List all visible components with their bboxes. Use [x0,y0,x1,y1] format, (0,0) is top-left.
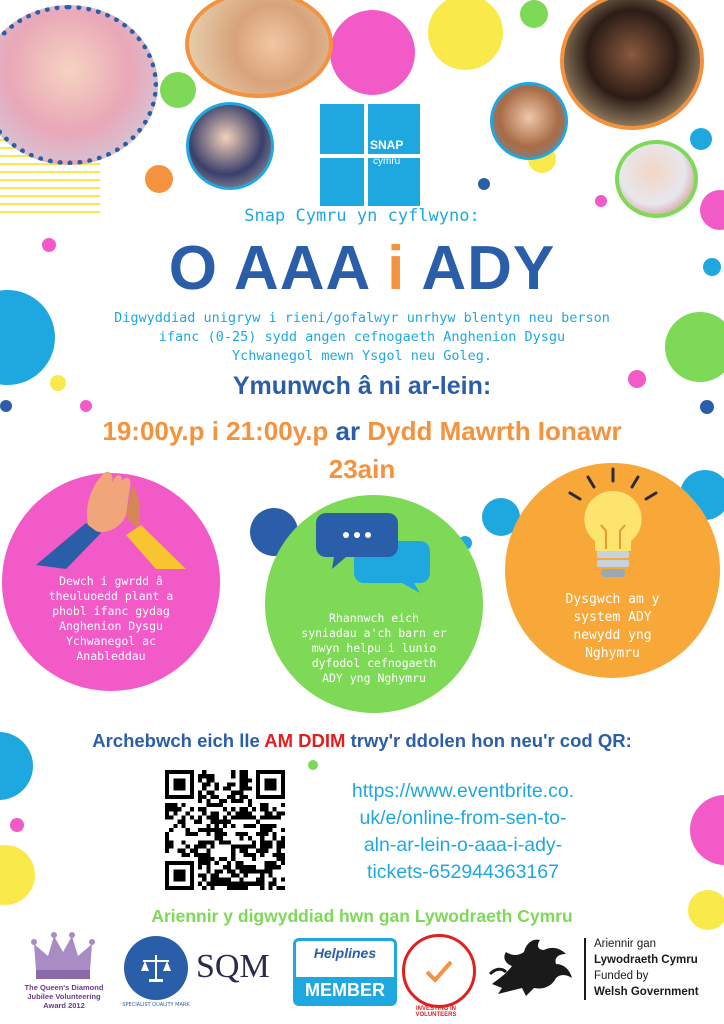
circle-line: Anghenion Dysgu [59,619,163,633]
helplines-member-text: MEMBER [296,977,394,1003]
crown-icon [30,930,96,982]
decor-dot [160,72,196,108]
description [30,309,694,366]
event-time: 19:00y.p i 21:00y.p [102,416,329,446]
jubilee-award-text [18,983,110,1010]
circle-line: Ychwanegol ac [65,634,156,648]
gov-divider [584,938,586,1000]
booking-free: AM DDIM [264,730,346,751]
checkmark-icon [424,958,454,984]
sqm-seal-text: SPECIALIST QUALITY MARK [122,1002,190,1008]
high-five-icon [26,465,196,570]
decor-dot [80,400,92,412]
decor-dot [10,818,24,832]
circle-line: Nghymru [585,646,640,661]
circle-line: theuluoedd plant a [48,589,174,603]
jubilee-line: Award 2012 [43,1001,85,1010]
title-i: i [387,234,406,303]
photo-girl-smiling [0,5,158,165]
join-heading: Ymunwch â ni ar-lein: [232,372,492,400]
decor-dot [690,128,712,150]
info-circle-learn-system [505,463,720,678]
sqm-seal [124,936,188,1000]
circle-line: phobl ifanc gydag [52,604,170,618]
iiv-text: INVESTING IN VOLUNTEERS [415,1006,457,1018]
title-part1: O AAA [168,234,388,303]
info-circle-meet-families [2,473,220,691]
booking-instruction [0,730,724,752]
link-line: tickets-652944363167 [367,861,559,883]
green-circle-text [301,611,446,686]
info-circle-share-ideas [265,495,483,713]
lightbulb-icon [558,465,668,583]
link-line: uk/e/online-from-sen-to- [359,807,567,829]
page-title [0,232,724,306]
sqm-logo: SQM [196,948,270,985]
gov-line: Lywodraeth Cymru [594,954,698,966]
booking-before: Archebwch eich lle [92,730,265,751]
photo-boy-reading [560,0,704,130]
eventbrite-link[interactable] [318,778,608,886]
photo-teen-smiling [490,82,568,160]
logo-text-snap: SNAP [370,138,404,152]
description-line: Digwyddiad unigryw i rieni/gofalwyr unrhyw blentyn neu berson [114,310,610,326]
link-line: https://www.eventbrite.co. [351,780,575,802]
circle-line: mwyn helpu i lunio [311,641,437,655]
circle-line: dyfodol cefnogaeth [311,656,437,670]
logo-text-cymru: cymru [373,156,401,167]
link-line: aln-ar-lein-o-aaa-i-ady- [363,834,563,856]
decor-dot [330,10,415,95]
event-ar: ar [328,416,368,446]
photo-boy-in-class [186,102,274,190]
decor-dot [0,400,12,412]
title-part2: ADY [405,234,556,303]
helplines-member-badge [293,938,397,1006]
circle-line: system ADY [573,610,652,625]
gov-line: Ariennir gan [594,938,657,950]
circle-line: Dysgwch am y [565,592,660,607]
speech-bubbles-icon [314,511,434,593]
decor-dot [478,178,490,190]
helplines-text: Helplines [313,945,377,961]
gov-line: Welsh Government [594,986,699,998]
event-date: Dydd Mawrth Ionawr [367,416,622,446]
pink-circle-text [49,574,174,664]
decor-dot [0,845,35,905]
jubilee-line: Jubilee Volunteering [27,992,101,1001]
funded-statement: Ariennir y digwyddiad hwn gan Lywodraeth Cymru [151,906,573,926]
investing-in-volunteers-seal [402,934,476,1008]
decor-dot [308,760,318,770]
decor-dot [428,0,503,70]
description-line: ifanc (0-25) sydd angen cefnogaeth Anghenion Dysgu [158,329,566,345]
decor-dot [145,165,173,193]
event-date-day: 23ain [328,454,396,484]
circle-line: Anableddau [76,649,146,663]
welsh-dragon-icon [486,934,578,1000]
logo-square [320,104,364,154]
jubilee-line: The Queen's Diamond [24,983,104,992]
description-line: Ychwanegol mewn Ysgol neu Goleg. [231,348,493,364]
circle-line: newydd yng [573,628,652,643]
circle-line: ADY yng Nghymru [322,671,426,685]
decor-dot [520,0,548,28]
circle-line: Rhannwch eich [328,611,419,625]
welsh-government-text [594,936,699,1000]
booking-after: trwy'r ddolen hon neu'r cod QR: [345,730,632,751]
circle-line: Dewch i gwrdd â [59,574,163,588]
photo-child-playing [185,0,333,98]
gov-line: Funded by [594,970,649,982]
scales-icon [139,953,173,983]
logo-square [320,158,364,206]
qr-code[interactable] [165,770,285,890]
decor-dot [690,795,724,865]
orange-circle-text [566,591,660,663]
intro-text: Snap Cymru yn cyflwyno: [244,206,480,226]
circle-line: syniadau a'ch barn er [301,626,447,640]
